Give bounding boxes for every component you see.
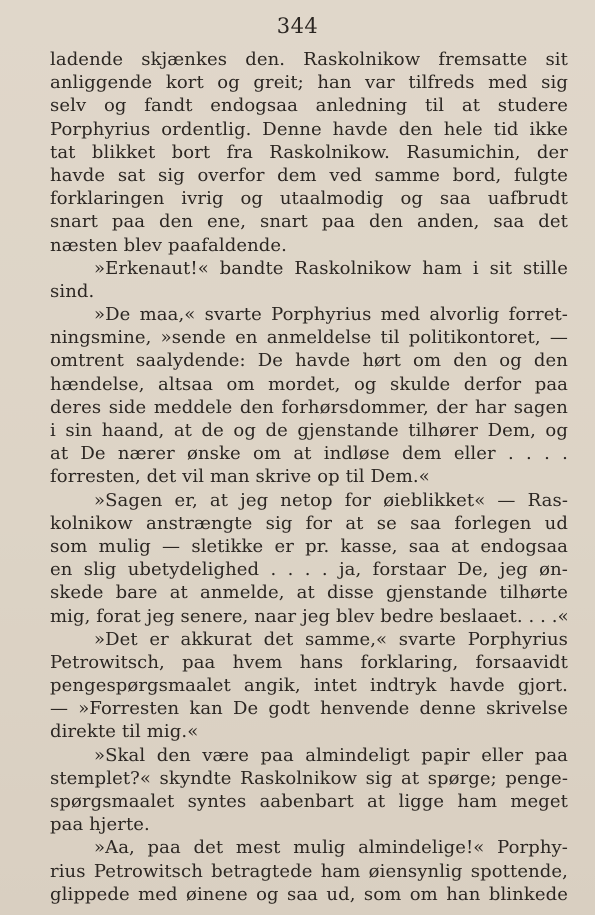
text-line: næsten blev paafaldende. <box>50 234 287 256</box>
text-line: — »Forresten kan De godt henvende denne skrivelse <box>50 698 568 720</box>
text-line: »Skal den være paa almindeligt papir eller paa <box>94 744 568 766</box>
text-line: direkte til mig.« <box>50 721 199 743</box>
text-line: paa hjerte. <box>50 814 150 836</box>
text-line: rius Petrowitsch betragtede ham øiensynlig spottende, <box>50 860 568 882</box>
text-line: snart paa den ene, snart paa den anden, saa det <box>50 211 568 233</box>
text-line: »Det er akkurat det samme,« svarte Porphyrius <box>94 628 568 650</box>
text-line: skede bare at anmelde, at disse gjenstande tilhørte <box>50 582 568 604</box>
text-line: mig, forat jeg senere, naar jeg blev bedre beslaaet. . . .« <box>50 605 569 627</box>
text-line: forresten, det vil man skrive op til Dem.« <box>50 466 430 488</box>
text-line: stemplet?« skyndte Raskolnikow sig at spørge; penge- <box>50 767 568 789</box>
text-line: forklaringen ivrig og utaalmodig og saa uafbrudt <box>50 188 568 210</box>
body-text <box>50 48 568 906</box>
text-line: pengespørgsmaalet angik, intet indtryk havde gjort. <box>50 675 568 697</box>
text-line: som mulig — sletikke er pr. kasse, saa at endogsaa <box>50 535 568 557</box>
text-line: Porphyrius ordentlig. Denne havde den hele tid ikke <box>50 118 568 140</box>
text-line: sind. <box>50 280 95 302</box>
text-line: selv og fandt endogsaa anledning til at studere <box>50 95 568 117</box>
text-line: spørgsmaalet syntes aabenbart at ligge ham meget <box>50 791 568 812</box>
text-line: omtrent saalydende: De havde hørt om den og den <box>50 350 568 372</box>
text-line: kolnikow anstrængte sig for at se saa forlegen ud <box>50 512 568 534</box>
text-line: anliggende kort og greit; han var tilfreds med sig <box>50 72 568 94</box>
text-line: i sin haand, at de og de gjenstande tilhører Dem, og <box>50 420 568 441</box>
text-line: glippede med øinene og saa ud, som om han blinkede <box>50 883 568 905</box>
text-line: tat blikket bort fra Raskolnikow. Rasumichin, der <box>50 141 568 163</box>
text-line: »De maa,« svarte Porphyrius med alvorlig forret- <box>94 304 568 326</box>
text-line: Petrowitsch, paa hvem hans forklaring, forsaavidt <box>50 651 568 673</box>
text-line: ladende skjænkes den. Raskolnikow fremsatte sit <box>50 49 568 70</box>
text-line: »Aa, paa det mest mulig almindelige!« Porphy- <box>94 837 568 859</box>
text-line: deres side meddele den forhørsdommer, der har sagen <box>50 396 568 418</box>
page-number: 344 <box>276 14 319 38</box>
text-line: ningsmine, »sende en anmeldelse til politikontoret, — <box>50 327 568 349</box>
text-line: »Sagen er, at jeg netop for øieblikket« — Ras- <box>94 489 568 511</box>
text-line: hændelse, altsaa om mordet, og skulde derfor paa <box>50 373 568 395</box>
text-line: »Erkenaut!« bandte Raskolnikow ham i sit stille <box>94 257 568 279</box>
text-line: at De nærer ønske om at indløse dem eller . . . . <box>50 443 568 465</box>
text-line: havde sat sig overfor dem ved samme bord, fulgte <box>50 164 568 186</box>
text-line: en slig ubetydelighed . . . . ja, forstaar De, jeg øn- <box>50 559 568 581</box>
